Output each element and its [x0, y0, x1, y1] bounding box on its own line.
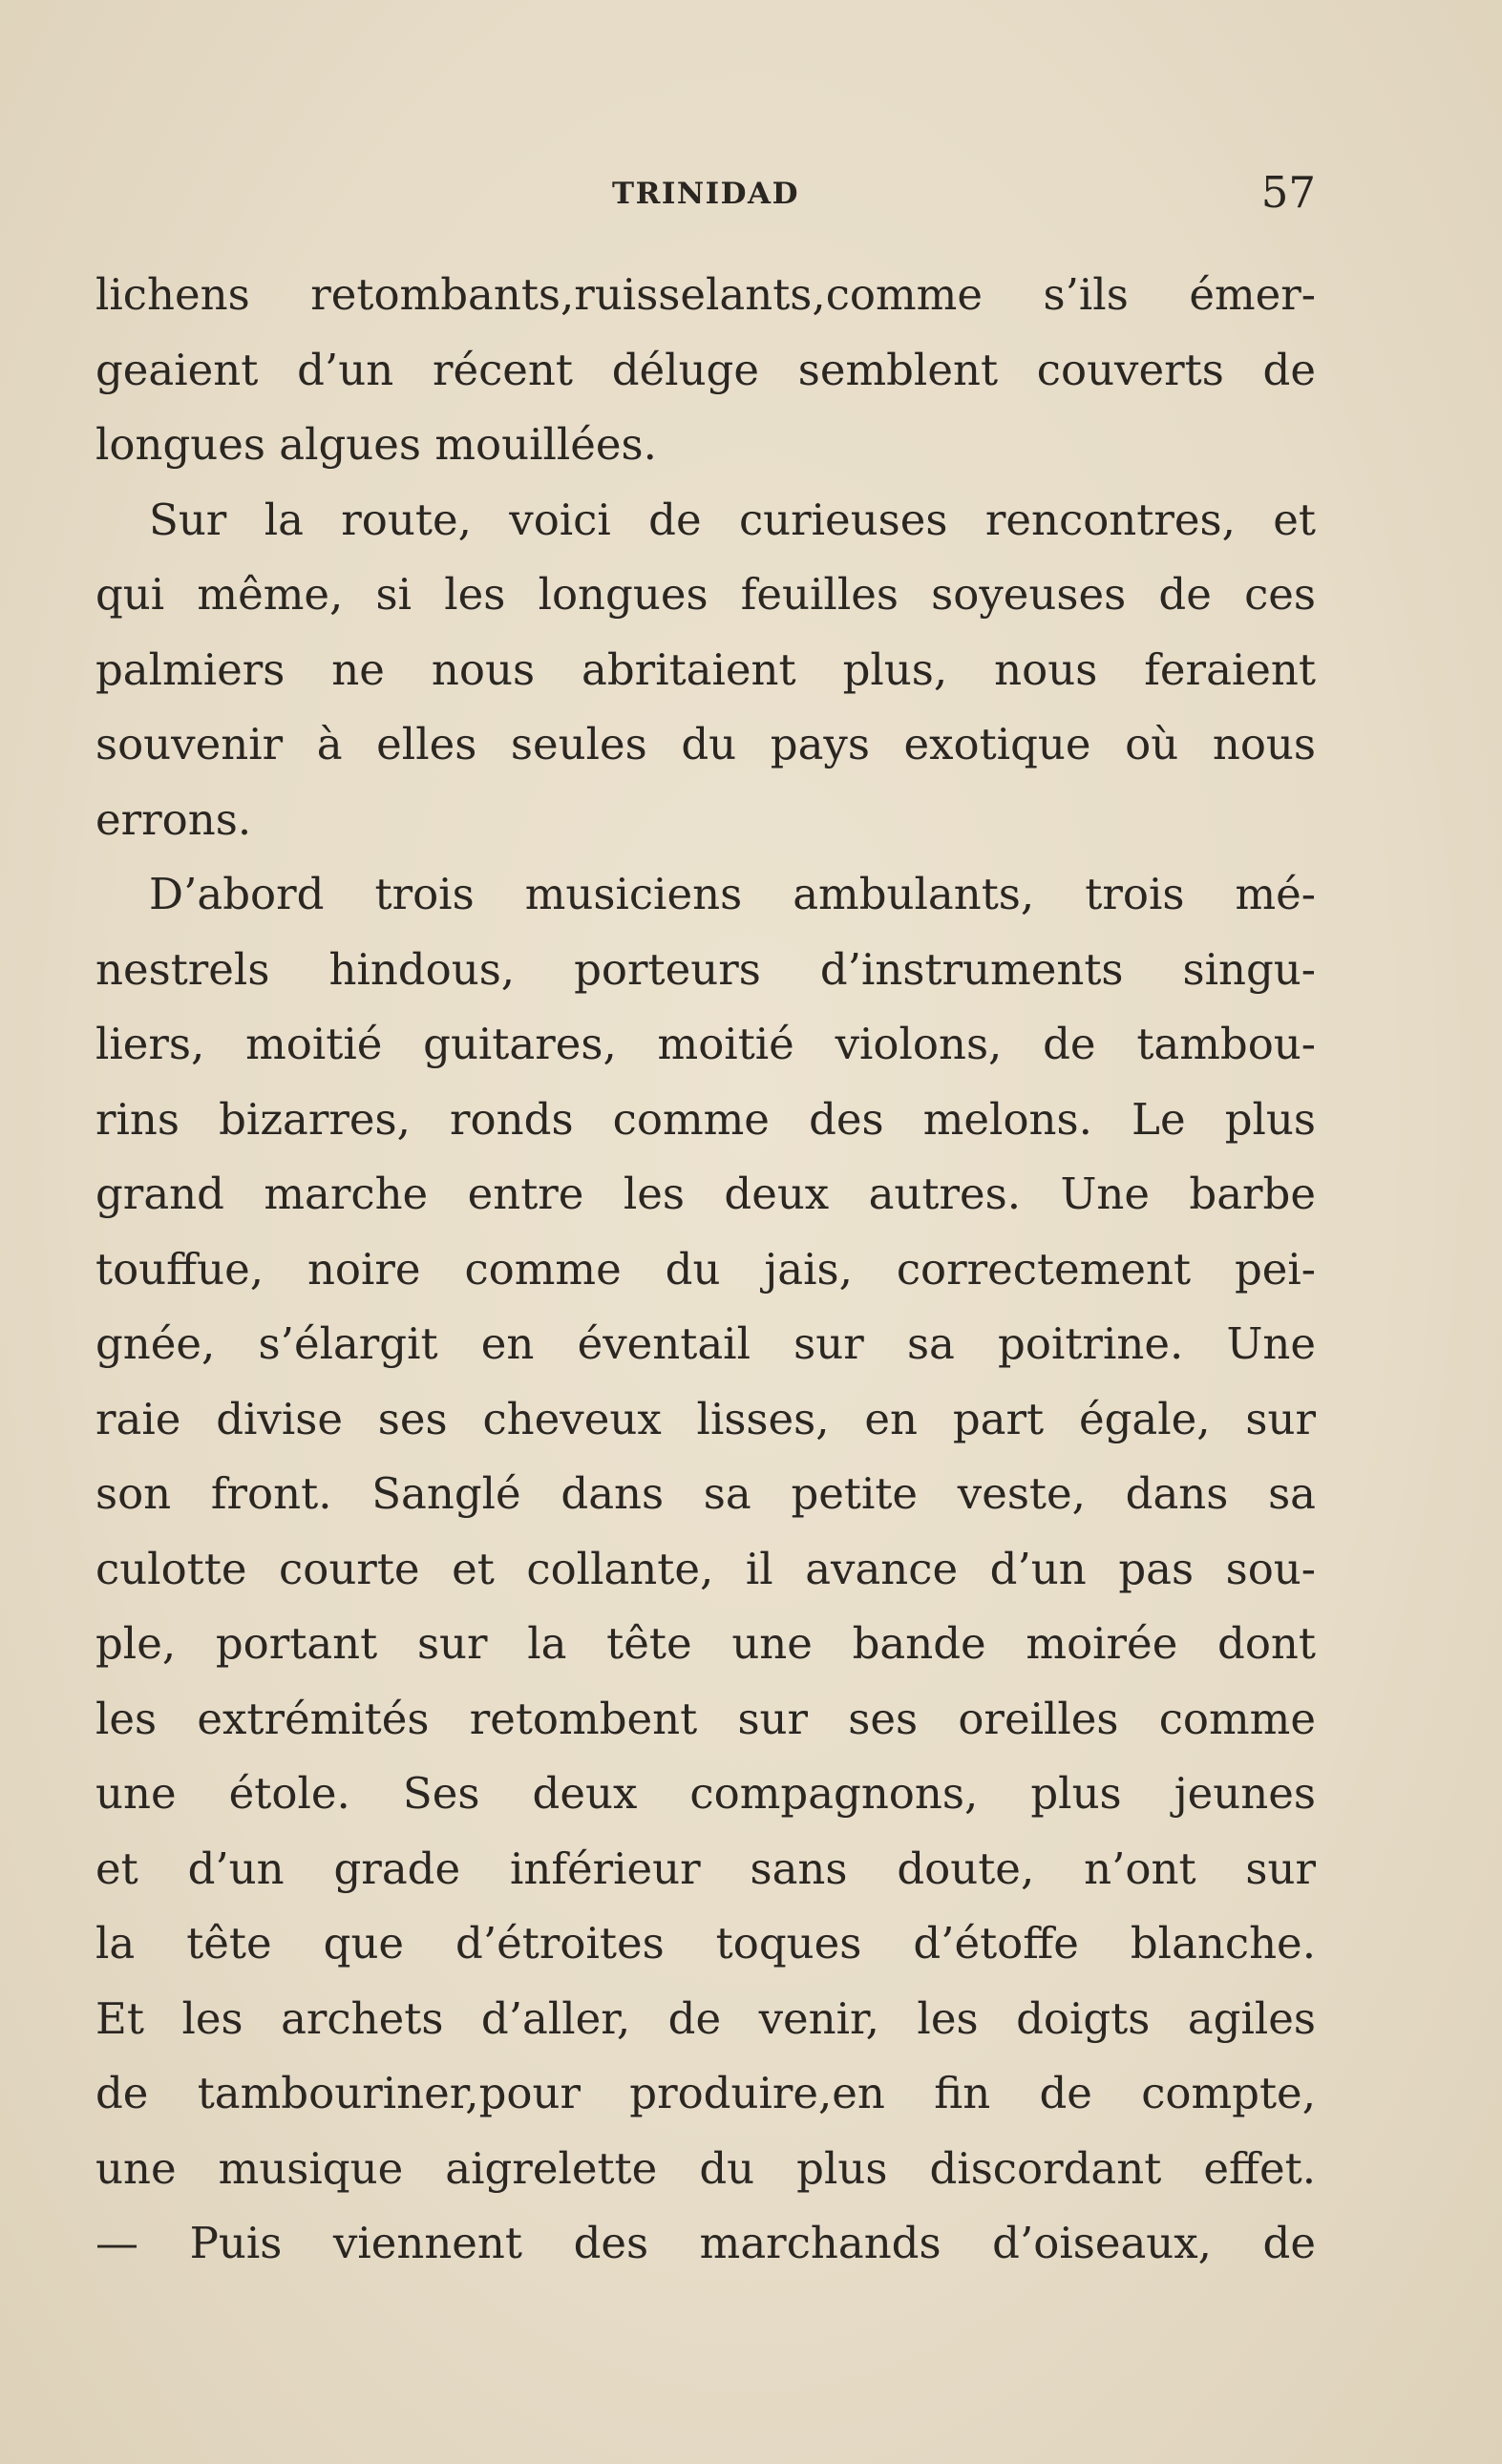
running-head: TRINIDAD	[612, 177, 799, 211]
page-header	[95, 167, 1316, 221]
text-line: et d’un grade inférieur sans doute, n’ont sur	[95, 1843, 1316, 1894]
text-line: raie divise ses cheveux lisses, en part égale, sur	[95, 1393, 1316, 1444]
text-line: grand marche entre les deux autres. Une barbe	[95, 1169, 1316, 1219]
text-line: qui même, si les longues feuilles soyeuses de ces	[95, 569, 1316, 620]
text-line: liers, moitié guitares, moitié violons, de tambou-	[95, 1019, 1316, 1069]
page-number: 57	[1260, 167, 1316, 218]
text-line: gnée, s’élargit en éventail sur sa poitrine. Une	[95, 1318, 1316, 1369]
text-line: palmiers ne nous abritaient plus, nous feraient	[95, 643, 1316, 695]
text-line: Sur la route, voici de curieuses rencontres, et	[149, 494, 1316, 545]
text-line: Et les archets d’aller, de venir, les doigts agiles	[95, 1992, 1316, 2044]
text-line: culotte courte et collante, il avance d’un pas sou-	[95, 1543, 1316, 1594]
text-line: une musique aigrelette du plus discordant effet.	[95, 2142, 1316, 2194]
text-line: rins bizarres, ronds comme des melons. Le plus	[95, 1093, 1316, 1145]
text-line: souvenir à elles seules du pays exotique où nous	[95, 719, 1316, 769]
text-line: nestrels hindous, porteurs d’instruments singu-	[95, 943, 1316, 995]
text-line: de tambouriner,pour produire,en fin de compte,	[95, 2068, 1316, 2118]
text-line: geaient d’un récent déluge semblent couverts de	[95, 344, 1316, 395]
text-line: touffue, noire comme du jais, correctement pei-	[95, 1243, 1316, 1295]
text-line: ple, portant sur la tête une bande moirée dont	[95, 1618, 1316, 1669]
text-line: les extrémités retombent sur ses oreilles comme	[95, 1693, 1316, 1744]
text-line: son front. Sanglé dans sa petite veste, dans sa	[95, 1468, 1316, 1519]
text-line: longues algues mouillées.	[95, 419, 657, 470]
text-line: errons.	[95, 793, 252, 845]
body-text	[95, 258, 1316, 2282]
text-line: une étole. Ses deux compagnons, plus jeunes	[95, 1768, 1316, 1819]
text-line: la tête que d’étroites toques d’étoffe blanche.	[95, 1918, 1316, 1969]
text-line: D’abord trois musiciens ambulants, trois mé-	[149, 869, 1316, 919]
text-line: — Puis viennent des marchands d’oiseaux, de	[95, 2218, 1316, 2268]
text-line: lichens retombants,ruisselants,comme s’ils émer-	[95, 269, 1316, 320]
